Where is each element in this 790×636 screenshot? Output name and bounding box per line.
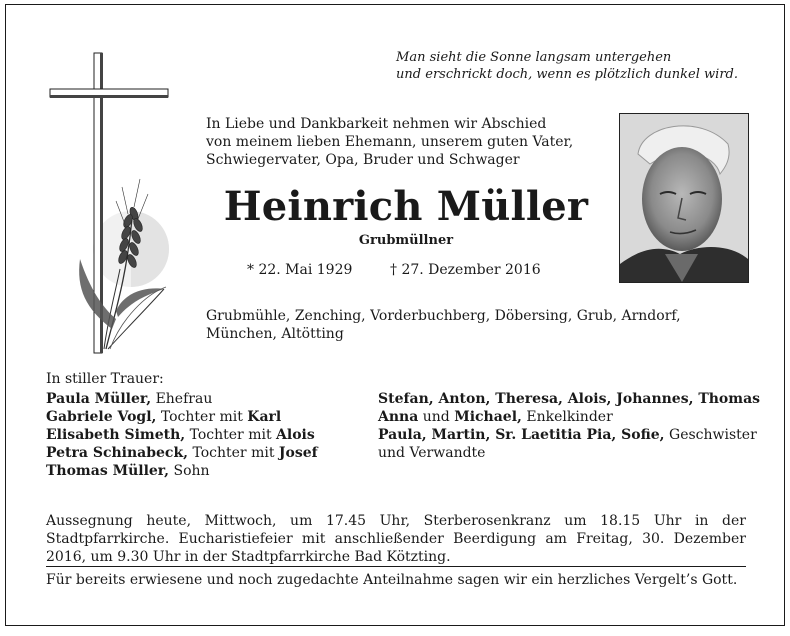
sibling-names: Paula, Martin, Sr. Laetitia Pia, Sofie, <box>378 427 665 443</box>
grandchildren-relation: Enkelkinder <box>521 409 613 425</box>
obituary-notice <box>5 4 785 626</box>
mourner-line <box>46 408 366 426</box>
mourner-line <box>46 426 366 444</box>
mourner-line <box>46 462 366 480</box>
intro-line-1: In Liebe und Dankbarkeit nehmen wir Abschied <box>206 116 547 132</box>
grandchild-name: Anna <box>378 409 419 425</box>
mourner-line <box>46 444 366 462</box>
funeral-info: Aussegnung heute, Mittwoch, um 17.45 Uhr, Sterberosenkranz um 18.15 Uhr in der Stadtpfarrkirche. Eucharistiefeier mit anschließender Beerdigung am Freitag, 30. Dezember 2016, um 9.30 Uhr in der Stadtpfarrkirche Bad Kötzting. <box>46 513 746 565</box>
intro-text <box>206 115 606 169</box>
intro-line-2: von meinem lieben Ehemann, unserem guten Vater, <box>206 134 574 150</box>
death-date: † 27. Dezember 2016 <box>390 262 541 278</box>
mourner-partner: Karl <box>247 409 282 425</box>
quote-line-2: und erschrickt doch, wenn es plötzlich dunkel wird. <box>396 67 738 82</box>
deceased-name: Heinrich Müller <box>223 183 589 230</box>
places-line-1: Grubmühle, Zenching, Vorderbuchberg, Döbersing, Grub, Arndorf, <box>206 308 681 324</box>
places <box>206 307 706 343</box>
deceased-nickname: Grubmüllner <box>358 233 454 248</box>
mourner-relation: Sohn <box>169 463 210 479</box>
mourners-left-column <box>46 390 366 480</box>
quote <box>396 49 738 83</box>
mourners-label: In stiller Trauer: <box>46 371 164 387</box>
quote-line-1: Man sieht die Sonne langsam untergehen <box>396 50 672 65</box>
thanks-text: Für bereits erwiesene und noch zugedachte Anteilnahme sagen wir ein herzliches Vergelt’s Gott. <box>46 572 738 588</box>
mourner-relation: Tochter mit <box>188 445 279 461</box>
birth-date: * 22. Mai 1929 <box>247 262 353 278</box>
divider <box>46 566 746 567</box>
grandchildren-line <box>378 408 758 426</box>
mourner-partner: Josef <box>278 445 318 461</box>
grandchildren-names-1: Stefan, Anton, Theresa, Alois, Johannes, Thomas <box>378 391 761 407</box>
mourner-name: Petra Schinabeck, <box>46 445 189 461</box>
mourners-right-column <box>378 390 761 462</box>
siblings-line <box>378 426 758 444</box>
siblings-relation: Geschwister <box>664 427 757 443</box>
portrait-photo <box>619 113 749 283</box>
mourner-partner: Alois <box>276 427 315 443</box>
mourner-relation: Tochter mit <box>185 427 277 443</box>
grandchild-name: Michael, <box>454 409 522 425</box>
mourner-name: Elisabeth Simeth, <box>46 427 186 443</box>
mourner-line <box>46 390 366 408</box>
cross-with-wheat-icon <box>46 49 196 359</box>
intro-line-3: Schwiegervater, Opa, Bruder und Schwager <box>206 152 520 168</box>
mourner-name: Paula Müller, <box>46 391 152 407</box>
places-line-2: München, Altötting <box>206 326 344 342</box>
mourner-relation: Ehefrau <box>151 391 213 407</box>
mourner-name: Thomas Müller, <box>46 463 170 479</box>
conjunction-text: und <box>418 409 455 425</box>
mourner-name: Gabriele Vogl, <box>46 409 157 425</box>
relatives-line: und Verwandte <box>378 445 486 461</box>
mourner-relation: Tochter mit <box>156 409 248 425</box>
